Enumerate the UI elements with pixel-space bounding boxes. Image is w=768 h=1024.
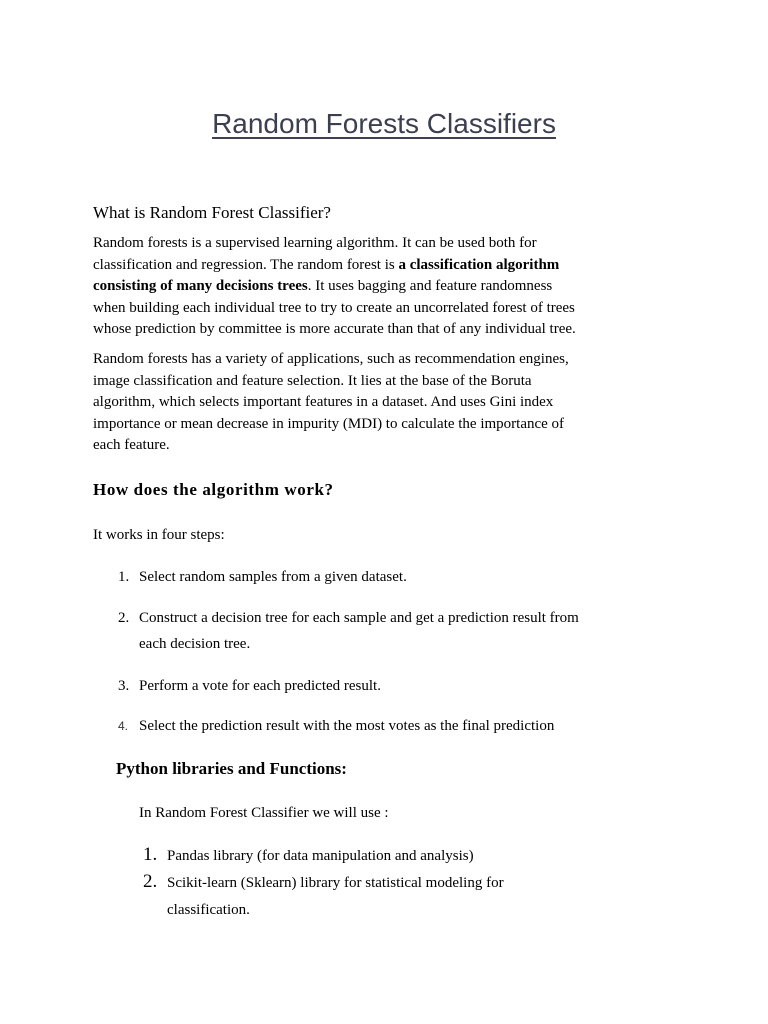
- paragraph-definition: [93, 233, 683, 341]
- list-item-step-2: [118, 605, 579, 657]
- paragraph-line: whose prediction by committee is more accurate than that of any individual tree.: [93, 321, 576, 337]
- list-item-text: Pandas library (for data manipulation and analysis): [167, 848, 474, 864]
- paragraph-line: when building each individual tree to try to create an uncorrelated forest of trees: [93, 299, 575, 316]
- list-number: 2.: [118, 610, 130, 626]
- list-number: 3.: [118, 678, 130, 694]
- list-item-text: classification.: [167, 902, 250, 918]
- paragraph-text: . It uses bagging and feature randomness: [307, 278, 553, 294]
- list-item-text: each decision tree.: [139, 636, 251, 652]
- bold-phrase: consisting of many decisions trees: [93, 278, 308, 294]
- list-item-text: Scikit-learn (Sklearn) library for statistical modeling for: [167, 875, 504, 891]
- list-item-text: Select the prediction result with the most votes as the final prediction: [139, 718, 555, 734]
- paragraph-line: [93, 276, 683, 298]
- list-number: 4.: [118, 719, 129, 733]
- paragraph-line: [93, 255, 683, 277]
- list-number: 1.: [118, 569, 130, 585]
- paragraph-applications: [93, 349, 683, 457]
- page-title: Random Forests Classifiers: [212, 108, 556, 139]
- paragraph-line: algorithm, which selects important features in a dataset. And uses Gini index: [93, 394, 554, 410]
- section-heading-algorithm: How does the algorithm work?: [93, 480, 334, 499]
- list-item-text: Perform a vote for each predicted result.: [139, 678, 381, 694]
- list-number: 2.: [143, 871, 158, 892]
- paragraph-line: Random forests has a variety of applications, such as recommendation engines,: [93, 351, 569, 367]
- list-item-step-1: [118, 564, 407, 590]
- list-item-library-2: [143, 868, 504, 924]
- list-item-library-1: [143, 841, 474, 870]
- libraries-intro: In Random Forest Classifier we will use :: [139, 805, 389, 821]
- list-number: 1.: [143, 844, 158, 865]
- list-item-text: Select random samples from a given dataset.: [139, 569, 407, 585]
- section-heading-libraries: Python libraries and Functions:: [116, 759, 347, 778]
- paragraph-line: each feature.: [93, 437, 170, 453]
- section-question: What is Random Forest Classifier?: [93, 203, 331, 222]
- list-item-text: Construct a decision tree for each sample and get a prediction result from: [139, 610, 579, 626]
- steps-intro: It works in four steps:: [93, 527, 225, 543]
- list-item-step-4: [118, 713, 554, 739]
- bold-phrase: a classification algorithm: [398, 256, 560, 273]
- paragraph-line: importance or mean decrease in impurity (MDI) to calculate the importance of: [93, 415, 565, 432]
- paragraph-line: Random forests is a supervised learning algorithm. It can be used both for: [93, 235, 537, 251]
- paragraph-text: classification and regression. The random forest is: [93, 256, 399, 273]
- list-item-step-3: [118, 673, 381, 699]
- paragraph-line: image classification and feature selection. It lies at the base of the Boruta: [93, 372, 532, 389]
